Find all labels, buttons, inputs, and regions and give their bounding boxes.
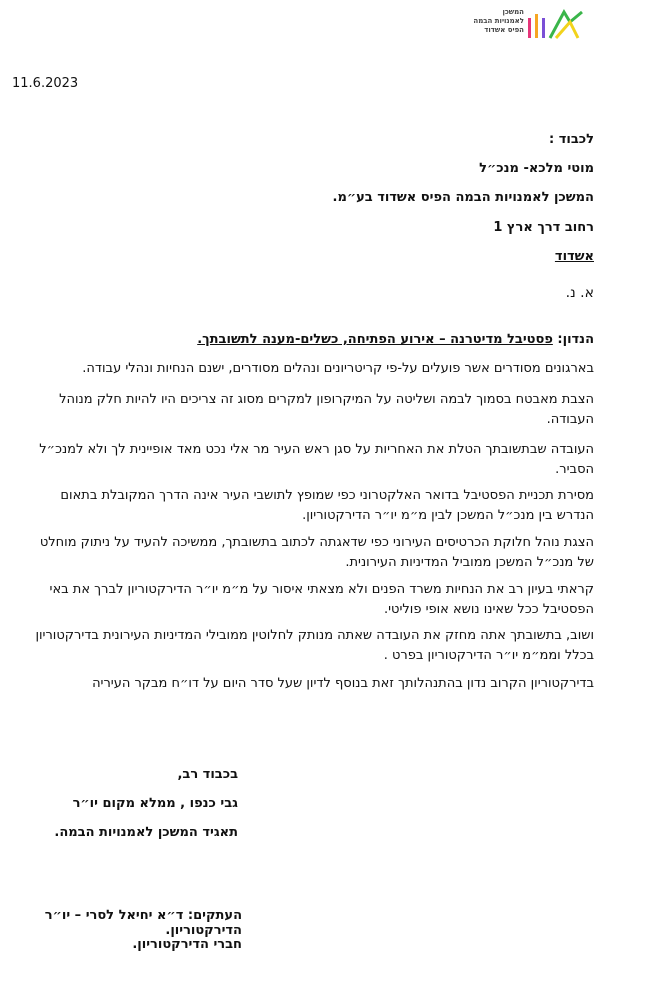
greeting: א. נ.: [565, 285, 594, 301]
signature-closing: בכבוד רב,: [177, 767, 238, 782]
signature-org: תאגיד המשכן לאמנויות הבמה.: [54, 825, 238, 840]
signature-name: גבי כנפו , ממלא מקום יו״ר: [72, 796, 238, 811]
paragraph-1: בארגונים מסודרים אשר פועלים על-פי קריטריונים ונהלים מסודרים, ישנם הנחיות ונהלי עבודה.: [82, 361, 594, 376]
recipient-to: לכבוד :: [549, 132, 594, 147]
recipient-org: המשכן לאמנויות הבמה הפיס אשדוד בע״מ.: [332, 190, 594, 205]
paragraph-3: העובדה שבתשובתך הטלת את האחריות על סגן ראש העיר מר אלי נכט מאד אופיינית לך ולא למנכ״ל הסביר.: [39, 442, 594, 477]
subject-label: הנדון:: [557, 332, 594, 347]
logo: [462, 6, 594, 46]
paragraph-7: ושוב, בתשובתך אתה מחזק את העובדה שאתה מנותק לחלוטין ממובילי המדיניות העירונית בדירקטוריון בכלל וממ״מ יו״ר הדירקטוריון בפרט .: [35, 628, 594, 663]
paragraph-5: הצגת נוהל חלוקת הכרטיסים העירוני כפי שדאגתה לכתוב בתשובתך, ממשיכה להעיד על ניתוק מוחלט של מנכ״ל המשכן ממוביל המדיניות העירונית.: [39, 535, 594, 570]
recipient-street: רחוב דרך ארץ 1: [493, 220, 594, 235]
paragraph-6: קראתי בעיון רב את הנחיות משרד הפנים ולא מצאתי איסור על מ״מ יו״ר הדירקטוריון לברך את באי הפסטיבל ככל שאינו נושא אופי פוליטי.: [49, 582, 594, 617]
cc-line-2: חברי הדירקטוריון.: [132, 937, 242, 952]
logo-line2: לאמנויות הבמה: [473, 17, 524, 25]
subject-text: פסטיבל מדיטרנה – אירוע הפתיחה, כשלים-מענה לתשובתך.: [197, 332, 553, 347]
logo-line1: המשכן: [502, 8, 524, 16]
subject-line: [34, 332, 594, 347]
cc-line-1: העתקים: ד״א יחיאל לסרי – יו״ר הדירקטוריון.: [44, 908, 242, 938]
logo-text: [462, 8, 524, 35]
paragraph-4: מסירת תכניית הפסטיבל בדואר האלקטרוני כפי שמופץ לתושבי העיר אינה הדרך המקובלת בתאום הנדרש בין מנכ״ל המשכן לבין מ״מ יו״ר הדירקטוריון.: [60, 488, 594, 523]
logo-mark-icon: [526, 8, 590, 42]
letter-date: 11.6.2023: [12, 76, 79, 91]
recipient-city: אשדוד: [554, 249, 594, 264]
logo-line3: הפיס אשדוד: [484, 26, 524, 34]
recipient-name: מוטי מלכא- מנכ״ל: [479, 161, 594, 176]
paragraph-2: הצבת מאבטח בסמוך לבמה ושליטה על המיקרופון למקרים מסוג זה צריכים היו להיות חלק מנוהל העבודה.: [59, 392, 594, 427]
paragraph-8: בדירקטוריון הקרוב נדון בהתנהלותך זאת בנוסף לדיון שעל סדר היום על דו״ח מבקר העיריה: [92, 676, 594, 691]
